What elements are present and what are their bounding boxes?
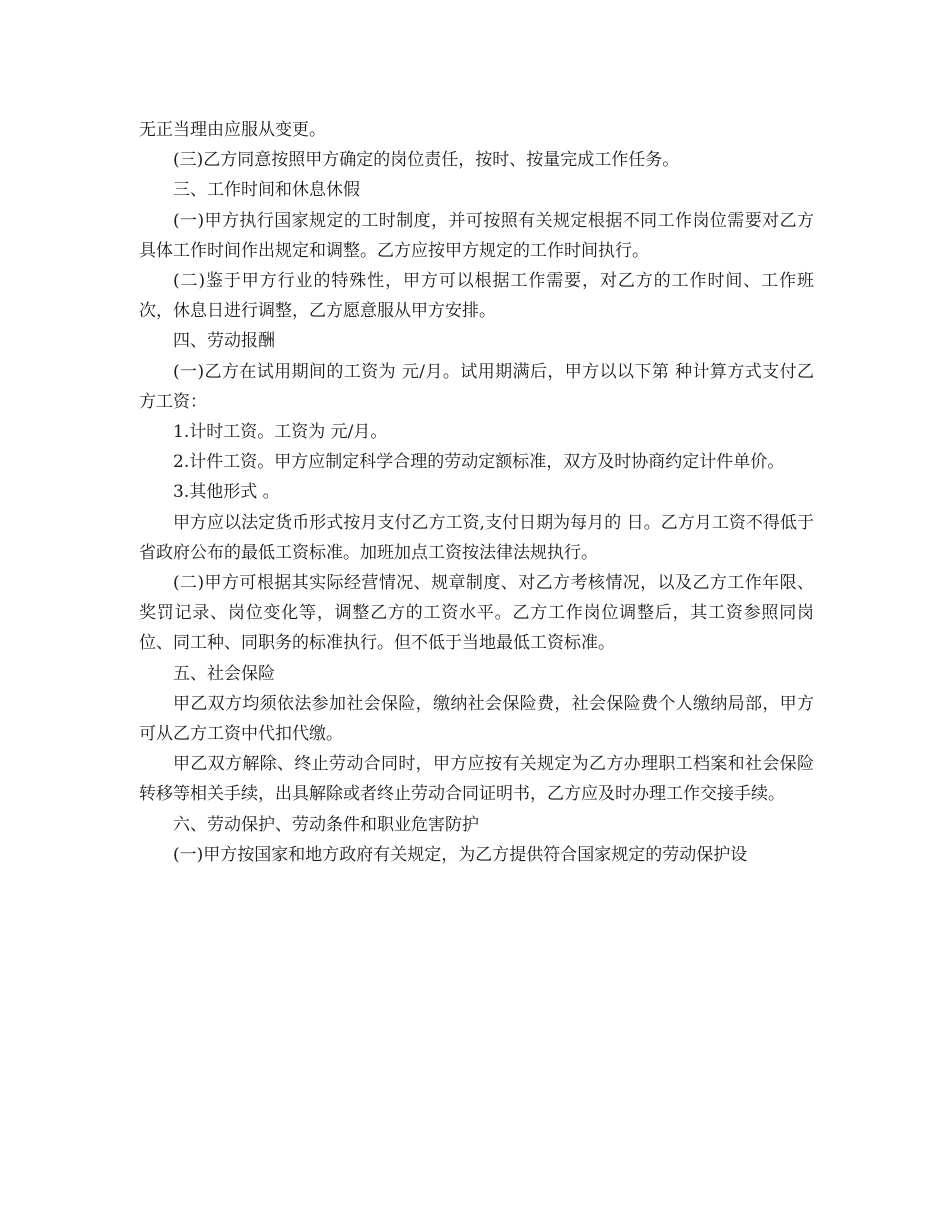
paragraph: (一)乙方在试用期间的工资为 元/月。试用期满后，甲方以以下第 种计算方式支付乙方工资：	[139, 361, 814, 412]
section-heading: 六、劳动保护、劳动条件和职业危害防护	[173, 814, 479, 835]
paragraph: 3.其他形式 。	[173, 482, 280, 503]
paragraph: 甲乙双方解除、终止劳动合同时，甲方应按有关规定为乙方办理职工档案和社会保险转移等相关手续，出具解除或者终止劳动合同证明书，乙方应及时办理工作交接手续。	[139, 754, 814, 805]
paragraph: (一)甲方执行国家规定的工时制度，并可按照有关规定根据不同工作岗位需要对乙方具体工作时间作出规定和调整。乙方应按甲方规定的工作时间执行。	[139, 210, 814, 261]
paragraph: (二)甲方可根据其实际经营情况、规章制度、对乙方考核情况，以及乙方工作年限、奖罚记录、岗位变化等，调整乙方的工资水平。乙方工作岗位调整后，其工资参照同岗位、同工种、同职务的标准执行。但不低于当地最低工资标准。	[139, 573, 814, 654]
paragraph: 甲方应以法定货币形式按月支付乙方工资,支付日期为每月的 日。乙方月工资不得低于省政府公布的最低工资标准。加班加点工资按法律法规执行。	[139, 512, 814, 563]
paragraph: (一)甲方按国家和地方政府有关规定，为乙方提供符合国家规定的劳动保护设	[173, 844, 748, 865]
paragraph: 2.计件工资。甲方应制定科学合理的劳动定额标准，双方及时协商约定计件单价。	[173, 452, 785, 473]
document-page	[139, 115, 814, 870]
section-heading: 三、工作时间和休息休假	[173, 180, 360, 201]
paragraph: (二)鉴于甲方行业的特殊性，甲方可以根据工作需要，对乙方的工作时间、工作班次，休息日进行调整，乙方愿意服从甲方安排。	[139, 271, 814, 322]
paragraph: 甲乙双方均须依法参加社会保险，缴纳社会保险费，社会保险费个人缴纳局部，甲方可从乙方工资中代扣代缴。	[139, 693, 814, 745]
section-heading: 五、社会保险	[173, 663, 275, 684]
section-heading: 四、劳动报酬	[173, 331, 275, 352]
paragraph: 1.计时工资。工资为 元/月。	[173, 422, 388, 443]
paragraph: 无正当理由应服从变更。	[139, 120, 326, 140]
paragraph: (三)乙方同意按照甲方确定的岗位责任，按时、按量完成工作任务。	[173, 150, 680, 171]
